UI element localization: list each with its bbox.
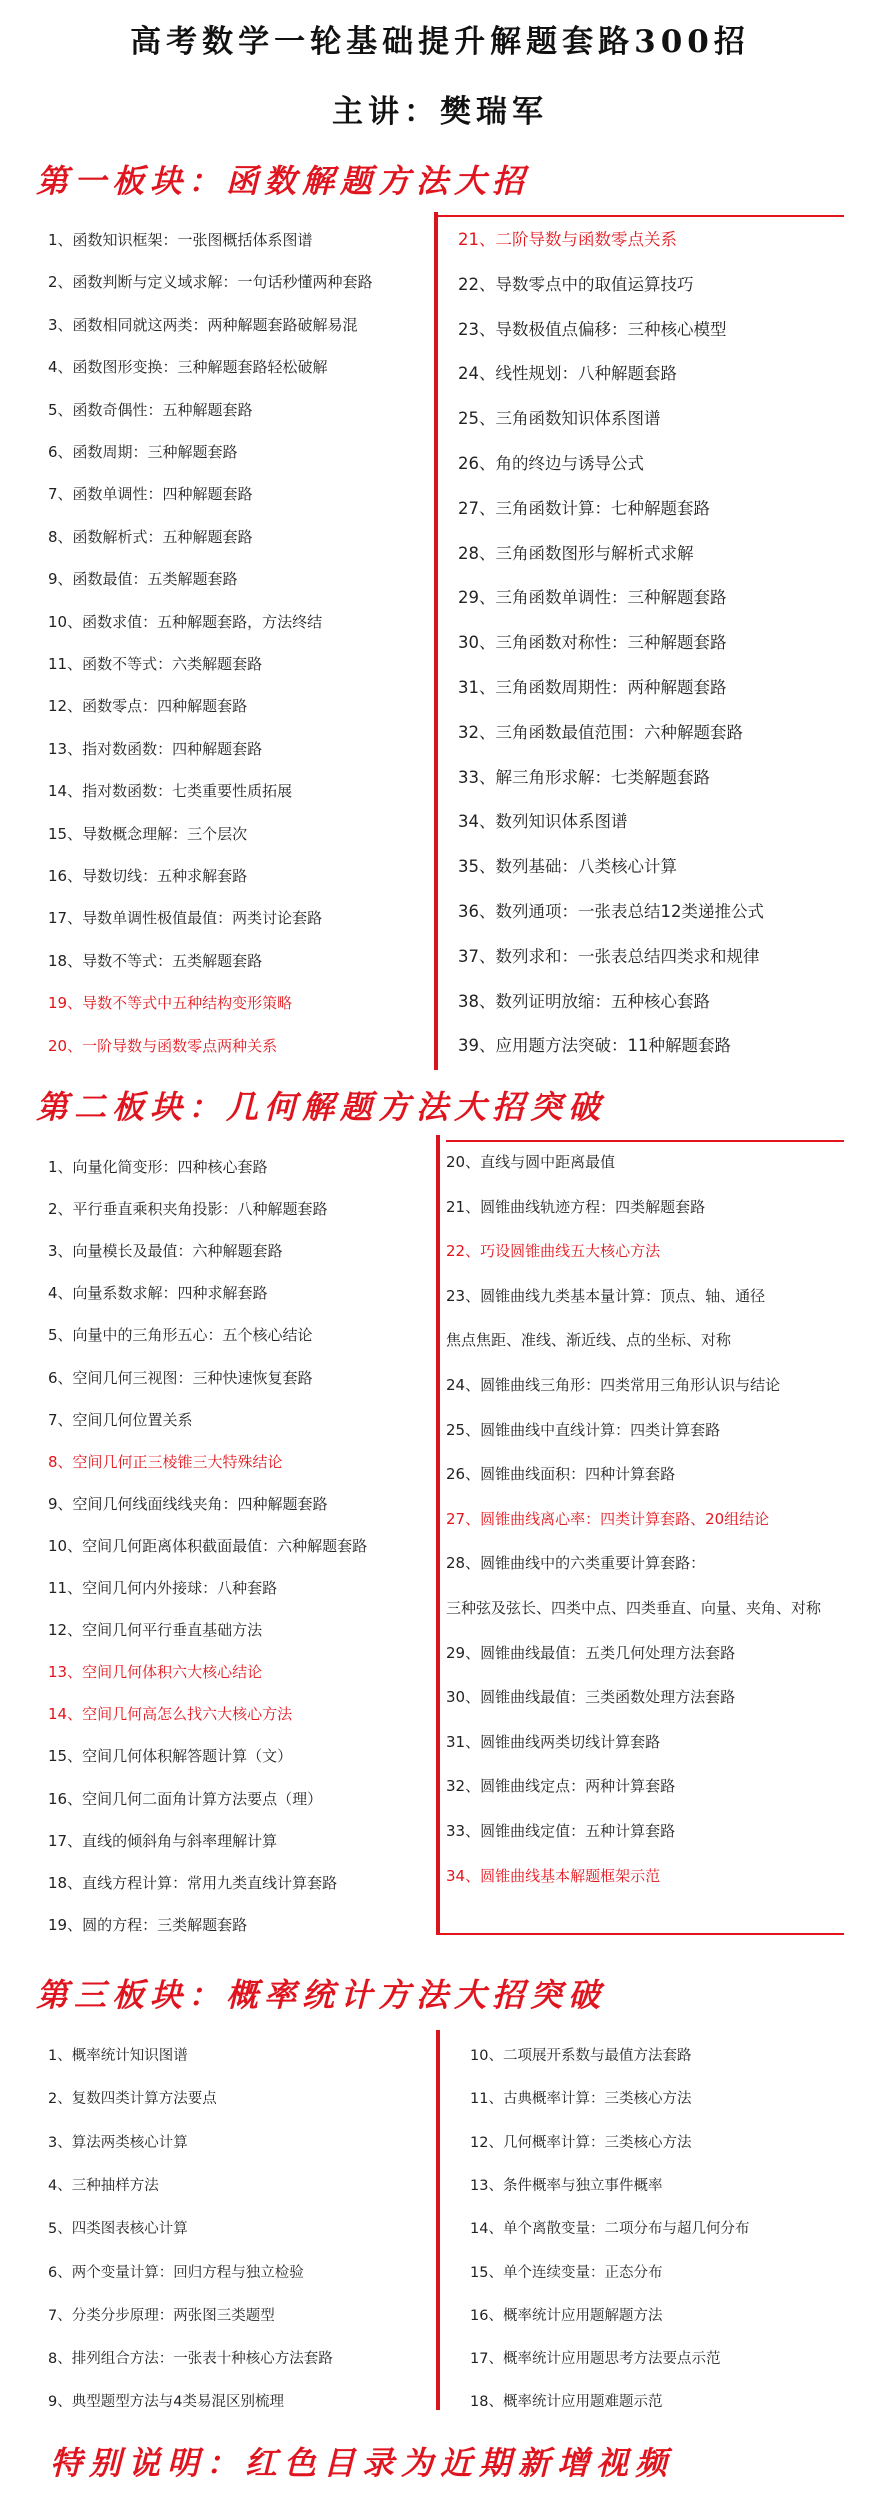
list-item: 15、空间几何体积解答题计算（文） xyxy=(48,1747,293,1766)
list-item: 39、应用题方法突破：11种解题套路 xyxy=(458,1036,731,1056)
list-item: 6、空间几何三视图：三种快速恢复套路 xyxy=(48,1368,313,1387)
list-item: 25、圆锥曲线中直线计算：四类计算套路 xyxy=(446,1420,721,1439)
list-item: 20、直线与圆中距离最值 xyxy=(446,1153,616,1171)
list-item: 16、概率统计应用题解题方法 xyxy=(470,2307,663,2324)
list-item: 31、三角函数周期性：两种解题套路 xyxy=(458,678,727,697)
list-item: 32、圆锥曲线定点：两种计算套路 xyxy=(446,1777,676,1796)
list-item: 3、函数相同就这两类：两种解题套路破解易混 xyxy=(48,315,358,334)
list-item: 6、函数周期：三种解题套路 xyxy=(48,443,238,461)
list-item: 8、排列组合方法：一张表十种核心方法套路 xyxy=(48,2351,333,2368)
list-item: 24、圆锥曲线三角形：四类常用三角形认识与结论 xyxy=(446,1376,781,1394)
list-item: 14、指对数函数：七类重要性质拓展 xyxy=(48,782,293,801)
list-item: 18、导数不等式：五类解题套路 xyxy=(48,951,263,970)
list-item: 19、圆的方程：三类解题套路 xyxy=(48,1915,248,1934)
list-item: 36、数列通项：一张表总结12类递推公式 xyxy=(458,902,764,921)
page-title: 高考数学一轮基础提升解题套路300招 xyxy=(130,24,750,60)
list-item: 11、空间几何内外接球：八种套路 xyxy=(48,1579,278,1597)
section-1-divider xyxy=(434,212,438,1070)
list-item: 27、圆锥曲线离心率：四类计算套路、20组结论 xyxy=(446,1509,770,1528)
section-2-divider xyxy=(436,1135,440,1933)
list-item: 14、单个离散变量：二项分布与超几何分布 xyxy=(470,2221,750,2238)
list-item: 25、三角函数知识体系图谱 xyxy=(458,409,661,429)
list-item: 17、直线的倾斜角与斜率理解计算 xyxy=(48,1831,278,1850)
list-item: 1、概率统计知识图谱 xyxy=(48,2048,188,2064)
list-item: 5、向量中的三角形五心：五个核心结论 xyxy=(48,1326,313,1345)
list-item: 33、解三角形求解：七类解题套路 xyxy=(458,767,710,787)
list-item: 24、线性规划：八种解题套路 xyxy=(458,364,677,384)
list-item: 10、空间几何距离体积截面最值：六种解题套路 xyxy=(48,1536,368,1555)
list-item: 14、空间几何高怎么找六大核心方法 xyxy=(48,1705,293,1724)
list-item: 2、函数判断与定义域求解：一句话秒懂两种套路 xyxy=(48,273,373,292)
list-item: 34、圆锥曲线基本解题框架示范 xyxy=(446,1866,661,1885)
list-item: 11、古典概率计算：三类核心方法 xyxy=(470,2091,692,2108)
list-item: 10、二项展开系数与最值方法套路 xyxy=(470,2048,692,2064)
list-item: 23、导数极值点偏移：三种核心模型 xyxy=(458,319,727,339)
list-item: 37、数列求和：一张表总结四类求和规律 xyxy=(458,946,760,966)
list-item: 5、函数奇偶性：五种解题套路 xyxy=(48,400,253,419)
section-2-heading: 第二板块：几何解题方法大招突破 xyxy=(36,1088,607,1126)
list-item: 16、导数切线：五种求解套路 xyxy=(48,867,248,885)
list-item: 27、三角函数计算：七种解题套路 xyxy=(458,498,710,518)
list-item: 5、四类图表核心计算 xyxy=(48,2221,188,2238)
list-item: 4、函数图形变换：三种解题套路轻松破解 xyxy=(48,358,328,377)
special-note: 特别说明：红色目录为近期新增视频 xyxy=(50,2444,675,2482)
list-item: 10、函数求值：五种解题套路，方法终结 xyxy=(48,612,323,631)
list-item: 9、典型题型方法与4类易混区别梳理 xyxy=(48,2394,284,2411)
list-item: 2、平行垂直乘积夹角投影：八种解题套路 xyxy=(48,1200,328,1219)
list-item: 三种弦及弦长、四类中点、四类垂直、向量、夹角、对称 xyxy=(446,1599,822,1617)
list-item: 34、数列知识体系图谱 xyxy=(458,812,628,832)
section-3-divider xyxy=(436,2030,440,2410)
list-item: 4、向量系数求解：四种求解套路 xyxy=(48,1284,268,1303)
list-item: 38、数列证明放缩：五种核心套路 xyxy=(458,991,710,1011)
list-item: 17、导数单调性极值最值：两类讨论套路 xyxy=(48,909,323,928)
list-item: 28、圆锥曲线中的六类重要计算套路： xyxy=(446,1554,706,1573)
list-item: 21、二阶导数与函数零点关系 xyxy=(458,230,677,249)
list-item: 15、单个连续变量：正态分布 xyxy=(470,2264,663,2281)
section-1-heading: 第一板块：函数解题方法大招 xyxy=(36,162,531,200)
list-item: 4、三种抽样方法 xyxy=(48,2177,159,2194)
list-item: 35、数列基础：八类核心计算 xyxy=(458,857,677,877)
list-item: 13、空间几何体积六大核心结论 xyxy=(48,1663,263,1682)
section-1-top-divider xyxy=(436,215,844,217)
lecturer-name: 主讲：樊瑞军 xyxy=(332,94,548,130)
list-item: 21、圆锥曲线轨迹方程：四类解题套路 xyxy=(446,1197,706,1216)
list-item: 7、函数单调性：四种解题套路 xyxy=(48,485,253,504)
list-item: 26、圆锥曲线面积：四种计算套路 xyxy=(446,1465,676,1484)
list-item: 9、函数最值：五类解题套路 xyxy=(48,570,238,589)
list-item: 22、导数零点中的取值运算技巧 xyxy=(458,274,694,294)
list-item: 8、空间几何正三棱锥三大特殊结论 xyxy=(48,1452,283,1471)
list-item: 20、一阶导数与函数零点两种关系 xyxy=(48,1036,278,1055)
list-item: 13、条件概率与独立事件概率 xyxy=(470,2177,663,2194)
list-item: 12、空间几何平行垂直基础方法 xyxy=(48,1621,263,1640)
list-item: 8、函数解析式：五种解题套路 xyxy=(48,527,253,546)
section-2-bottom-divider xyxy=(436,1933,844,1935)
list-item: 焦点焦距、准线、渐近线、点的坐标、对称 xyxy=(446,1331,732,1350)
list-item: 2、复数四类计算方法要点 xyxy=(48,2091,217,2108)
list-item: 31、圆锥曲线两类切线计算套路 xyxy=(446,1732,661,1751)
list-item: 29、圆锥曲线最值：五类几何处理方法套路 xyxy=(446,1643,736,1662)
list-item: 16、空间几何二面角计算方法要点（理） xyxy=(48,1789,323,1808)
list-item: 9、空间几何线面线线夹角：四种解题套路 xyxy=(48,1494,328,1513)
list-item: 17、概率统计应用题思考方法要点示范 xyxy=(470,2351,721,2368)
list-item: 22、巧设圆锥曲线五大核心方法 xyxy=(446,1242,661,1261)
list-item: 23、圆锥曲线九类基本量计算：顶点、轴、通径 xyxy=(446,1286,766,1305)
section-3-heading: 第三板块：概率统计方法大招突破 xyxy=(36,1976,607,2014)
list-item: 11、函数不等式：六类解题套路 xyxy=(48,655,263,673)
list-item: 12、函数零点：四种解题套路 xyxy=(48,697,248,716)
section-2-top-divider xyxy=(446,1140,844,1142)
list-item: 12、几何概率计算：三类核心方法 xyxy=(470,2134,692,2151)
list-item: 7、分类分步原理：两张图三类题型 xyxy=(48,2307,275,2324)
list-item: 29、三角函数单调性：三种解题套路 xyxy=(458,588,727,608)
list-item: 18、概率统计应用题难题示范 xyxy=(470,2394,663,2411)
list-item: 3、向量模长及最值：六种解题套路 xyxy=(48,1242,283,1261)
list-item: 6、两个变量计算：回归方程与独立检验 xyxy=(48,2264,304,2281)
list-item: 30、圆锥曲线最值：三类函数处理方法套路 xyxy=(446,1688,736,1707)
list-item: 19、导数不等式中五种结构变形策略 xyxy=(48,994,293,1013)
list-item: 15、导数概念理解：三个层次 xyxy=(48,824,248,843)
list-item: 32、三角函数最值范围：六种解题套路 xyxy=(458,722,743,742)
list-item: 1、向量化简变形：四种核心套路 xyxy=(48,1158,268,1176)
list-item: 13、指对数函数：四种解题套路 xyxy=(48,739,263,758)
list-item: 7、空间几何位置关系 xyxy=(48,1410,193,1429)
list-item: 26、角的终边与诱导公式 xyxy=(458,454,644,473)
list-item: 30、三角函数对称性：三种解题套路 xyxy=(458,633,727,653)
list-item: 3、算法两类核心计算 xyxy=(48,2134,188,2151)
list-item: 18、直线方程计算：常用九类直线计算套路 xyxy=(48,1873,338,1892)
list-item: 33、圆锥曲线定值：五种计算套路 xyxy=(446,1822,676,1840)
list-item: 28、三角函数图形与解析式求解 xyxy=(458,543,694,563)
list-item: 1、函数知识框架：一张图概括体系图谱 xyxy=(48,231,313,249)
